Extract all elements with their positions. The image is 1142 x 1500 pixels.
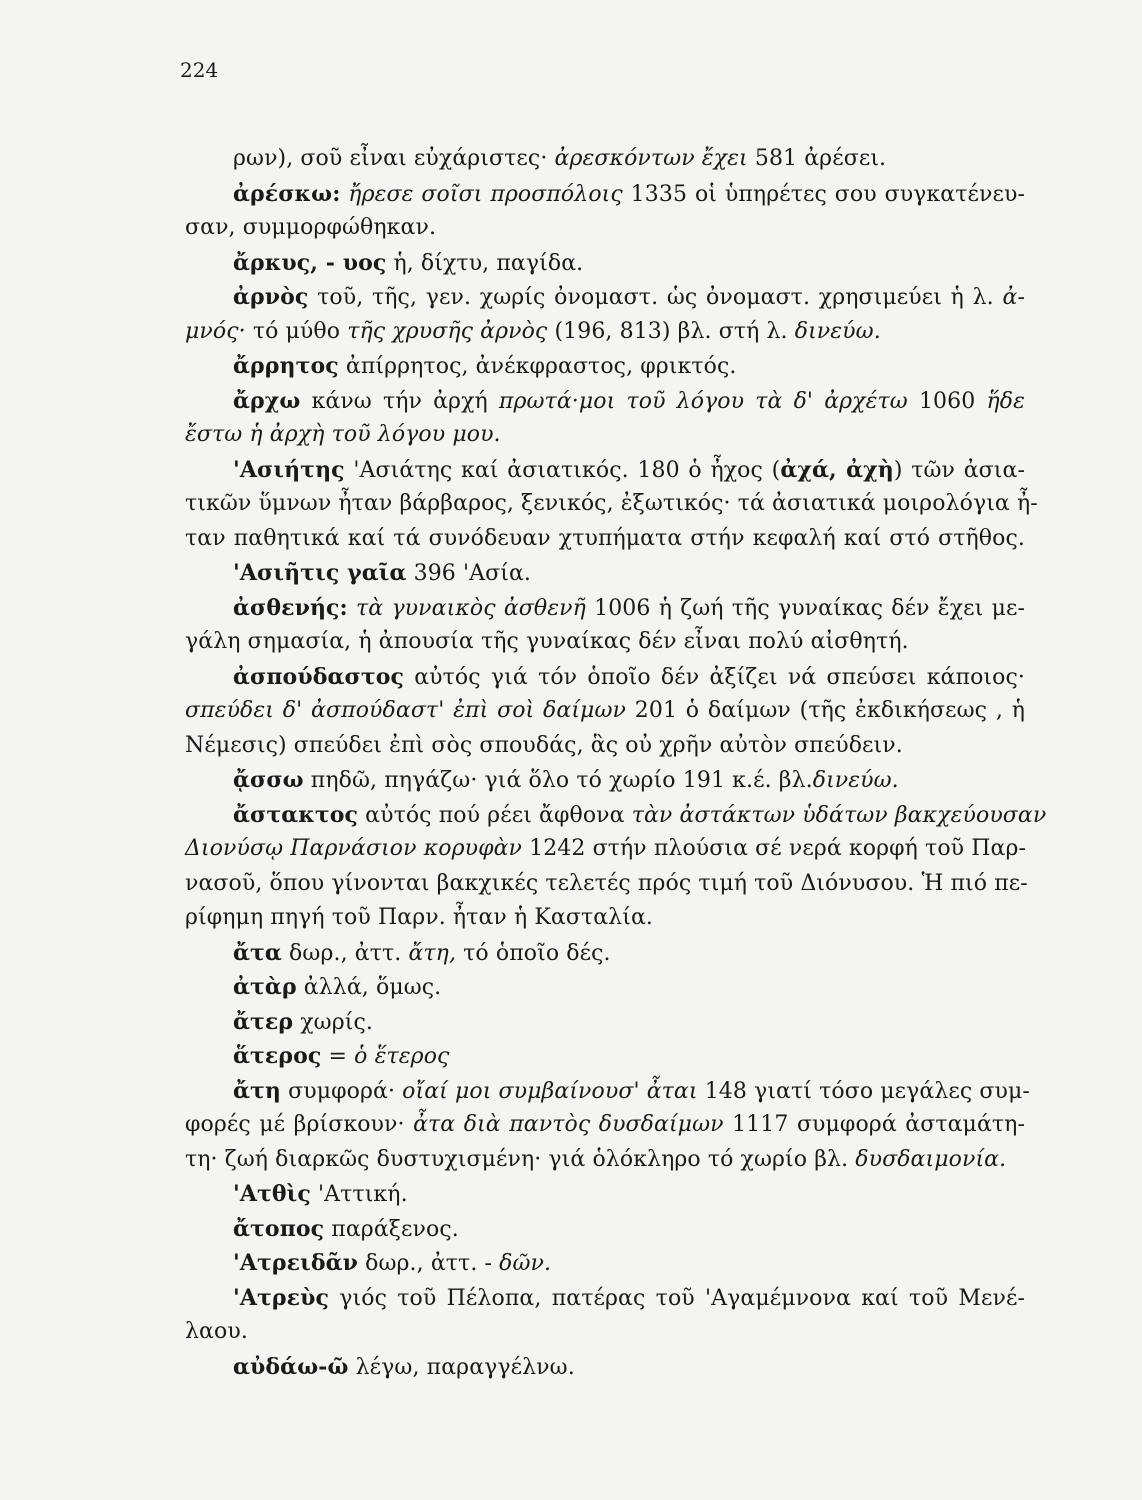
text-segment: ρίφημη πηγή τοῦ Παρν. ἦταν ἡ Κασταλία. bbox=[185, 905, 654, 930]
text-segment: 'Αττική. bbox=[310, 1182, 408, 1207]
text-segment bbox=[348, 596, 356, 621]
text-line bbox=[185, 763, 1025, 798]
text-line bbox=[185, 315, 1025, 350]
text-line bbox=[185, 349, 1025, 384]
text-segment: λέγω, παραγγέλνω. bbox=[348, 1354, 575, 1380]
headword: ἀρέσκω: bbox=[233, 180, 341, 207]
text-segment: γιός τοῦ Πέλοπα, πατέρας τοῦ 'Αγαμέμνονα καί τοῦ Μενέ- bbox=[328, 1285, 1025, 1311]
text-segment: 581 ἀρέσει. bbox=[747, 146, 887, 171]
headword: 'Ασιῆτις γαῖα bbox=[233, 560, 407, 586]
quotation: σπεύδει δ' ἀσπούδαστ' ἐπὶ σοὶ δαίμων bbox=[185, 698, 626, 723]
text-segment: γάλη σημασία, ἡ ἀπουσία τῆς γυναίκας δέν εἶναι πολύ αἰσθητή. bbox=[185, 629, 909, 654]
glossary-text bbox=[185, 142, 1047, 1384]
quotation: πρωτά·μοι τοῦ λόγου τὰ δ' ἀρχέτω bbox=[498, 388, 908, 414]
text-line bbox=[185, 211, 1025, 246]
text-line bbox=[185, 1005, 1025, 1040]
quotation: ἔστω ἡ ἀρχὴ τοῦ λόγου μου. bbox=[185, 422, 501, 447]
quotation: ἆτα διὰ παντὸς δυσδαίμων bbox=[413, 1112, 724, 1137]
headword: ᾄσσω bbox=[233, 767, 304, 793]
headword: ἄτερ bbox=[233, 1008, 294, 1035]
text-line bbox=[185, 660, 1025, 695]
text-line bbox=[185, 522, 1025, 557]
quotation: ἄτη, bbox=[408, 940, 457, 966]
headword: ἄρρητος bbox=[233, 353, 339, 379]
text-line bbox=[185, 1039, 1025, 1074]
text-segment: λαου. bbox=[185, 1319, 248, 1344]
text-segment: ) τῶν ἀσια- bbox=[893, 457, 1026, 483]
headword: 'Ασιήτης bbox=[233, 456, 345, 483]
text-segment: 1006 ἡ ζωή τῆς γυναίκας δέν ἔχει με- bbox=[585, 595, 1025, 621]
text-line bbox=[185, 280, 1025, 315]
text-line bbox=[185, 177, 1025, 212]
text-segment: 'Ασιάτης καί ἀσιατικός. 180 ὁ ἦχος ( bbox=[344, 457, 781, 483]
text-segment: φορές μέ βρίσκουν· bbox=[185, 1112, 414, 1137]
text-segment: τό μύθο bbox=[245, 318, 348, 344]
text-segment: (196, 813) βλ. στή λ. bbox=[547, 318, 795, 344]
text-line bbox=[185, 729, 1025, 764]
text-line bbox=[185, 867, 1028, 902]
text-line bbox=[185, 142, 1025, 177]
text-segment: ἡ, δίχτυ, παγίδα. bbox=[386, 250, 584, 276]
text-segment: δωρ., ἀττ. - bbox=[358, 1251, 500, 1276]
text-segment: ἀπίρρητος, ἀνέκφραστος, φρικτός. bbox=[338, 354, 737, 379]
headword: ἄτη bbox=[233, 1077, 282, 1104]
headword: ἀσθενής: bbox=[233, 594, 348, 621]
text-segment: χωρίς. bbox=[293, 1009, 373, 1035]
text-line bbox=[185, 798, 1047, 833]
quotation: τῆς χρυσῆς ἀρνὸς bbox=[347, 318, 548, 344]
text-segment: αὐτός γιά τόν ὁποῖο δέν ἀξίζει νά σπεύσει κάποιος· bbox=[404, 664, 1025, 690]
text-segment: 1117 συμφορά ἀσταμάτη- bbox=[723, 1112, 1025, 1137]
headword: 'Ατθὶς bbox=[233, 1181, 311, 1207]
quotation: μνός· bbox=[185, 318, 246, 344]
text-line bbox=[185, 1074, 1030, 1109]
text-line bbox=[185, 1108, 1025, 1143]
text-segment: 1242 στήν πλούσια σέ νερά κορφή τοῦ Παρ- bbox=[522, 836, 1027, 861]
quotation: οἴαί μοι συμβαίνουσ' ἆται bbox=[402, 1078, 698, 1104]
quotation: τὰ γυναικὸς ἀσθενῆ bbox=[356, 595, 586, 621]
text-segment: 396 'Ασία. bbox=[406, 561, 532, 586]
text-line bbox=[185, 625, 1025, 660]
text-segment: τη· ζωή διαρκῶς δυστυχισμένη· γιά ὁλόκληρο τό χωρίο βλ. bbox=[185, 1146, 856, 1172]
text-line bbox=[185, 1177, 1025, 1212]
quotation: δυσδαιμονία. bbox=[855, 1146, 1007, 1172]
text-line bbox=[185, 832, 1025, 867]
headword: 'Ατρεὺς bbox=[233, 1284, 329, 1311]
text-line bbox=[185, 384, 1025, 419]
text-segment: Νέμεσις) σπεύδει ἐπὶ σὸς σπουδάς, ἃς οὐ χρῆν αὐτὸν σπεύδειν. bbox=[185, 732, 903, 758]
quotation: δινεύω. bbox=[794, 318, 881, 344]
headword: ἀτὰρ bbox=[233, 974, 297, 1000]
text-segment: 1060 bbox=[907, 388, 987, 414]
quotation: ὁ ἕτερος bbox=[354, 1044, 450, 1069]
text-segment: κάνω τήν ἀρχή bbox=[300, 388, 499, 414]
headword: ἀσπούδαστος bbox=[233, 663, 404, 690]
quotation: δινεύω. bbox=[812, 768, 899, 793]
quotation: ἀ- bbox=[1002, 285, 1025, 310]
text-line bbox=[185, 591, 1025, 626]
headword: ἀχά, ἀχὴ bbox=[780, 456, 894, 483]
text-segment: τό ὁποῖο δές. bbox=[456, 940, 611, 966]
text-segment: τοῦ, τῆς, γεν. χωρίς ὀνομαστ. ὡς ὀνομαστ. χρησιμεύει ἡ λ. bbox=[308, 285, 1003, 310]
text-segment: 201 ὁ δαίμων (τῆς ἐκδικήσεως , ἡ bbox=[625, 698, 1025, 723]
headword: ἅτερος bbox=[233, 1043, 322, 1069]
text-line bbox=[185, 1246, 1025, 1281]
text-segment: 1335 οἱ ὑπηρέτες σου συγκατένευ- bbox=[622, 181, 1025, 207]
text-segment: αὐτός πού ρέει ἄφθονα bbox=[358, 802, 632, 828]
page-number: 224 bbox=[180, 58, 219, 82]
quotation: ἤρεσε σοῖσι προσπόλοις bbox=[348, 181, 623, 207]
text-line bbox=[185, 936, 1025, 971]
headword: ἀρνὸς bbox=[233, 284, 309, 310]
text-segment: = bbox=[321, 1044, 355, 1069]
text-line bbox=[185, 901, 1025, 936]
text-line bbox=[185, 1281, 1025, 1316]
headword: ἄστακτος bbox=[233, 801, 359, 828]
quotation: δῶν. bbox=[499, 1251, 552, 1276]
headword: αὐδάω-ῶ bbox=[233, 1353, 349, 1380]
quotation: τὰν ἀστάκτων ὑδάτων βακχεύουσαν bbox=[631, 802, 1047, 828]
quotation: Διονύσῳ Παρνάσιον κορυφὰν bbox=[185, 836, 523, 861]
headword: ἄτοπος bbox=[233, 1215, 325, 1242]
text-line bbox=[185, 246, 1025, 281]
headword: ἄτα bbox=[233, 939, 282, 966]
text-line bbox=[185, 1212, 1025, 1247]
headword: 'Ατρειδᾶν bbox=[233, 1250, 359, 1276]
text-line bbox=[185, 694, 1025, 729]
text-segment: πηδῶ, πηγάζω· γιά ὅλο τό χωρίο 191 κ.έ. βλ. bbox=[303, 768, 813, 793]
text-segment: ἀλλά, ὅμως. bbox=[296, 975, 442, 1000]
text-segment: σαν, συμμορφώθηκαν. bbox=[185, 215, 437, 240]
text-segment: παράξενος. bbox=[324, 1216, 459, 1242]
text-segment: δωρ., ἀττ. bbox=[281, 940, 409, 966]
text-segment: ρων), σοῦ εἶναι εὐχάριστες· bbox=[233, 146, 555, 171]
text-segment: τικῶν ὕμνων ἦταν βάρβαρος, ξενικός, ἐξωτικός· τά ἀσιατικά μοιρολόγια ἦ- bbox=[185, 491, 1038, 516]
text-line bbox=[185, 970, 1025, 1005]
text-line bbox=[185, 418, 1025, 453]
text-segment: νασοῦ, ὅπου γίνονται βακχικές τελετές πρός τιμή τοῦ Διόνυσου. Ἡ πιό πε- bbox=[185, 870, 1028, 896]
text-segment: ταν παθητικά καί τά συνόδευαν χτυπήματα στήν κεφαλή καί στό στῆθος. bbox=[185, 525, 1025, 551]
text-segment: 148 γιατί τόσο μεγάλες συμ- bbox=[697, 1078, 1030, 1104]
text-segment: συμφορά· bbox=[281, 1078, 403, 1104]
text-line bbox=[185, 1350, 1025, 1385]
quotation: ἥδε bbox=[986, 388, 1026, 414]
text-line bbox=[185, 487, 1038, 522]
headword: ἄρκυς, - υος bbox=[233, 249, 387, 276]
headword: ἄρχω bbox=[233, 387, 301, 414]
quotation: ἀρεσκόντων ἔχει bbox=[554, 146, 748, 171]
text-line bbox=[185, 1143, 1025, 1178]
text-line bbox=[185, 556, 1025, 591]
text-line bbox=[185, 1315, 1025, 1350]
text-line bbox=[185, 453, 1025, 488]
